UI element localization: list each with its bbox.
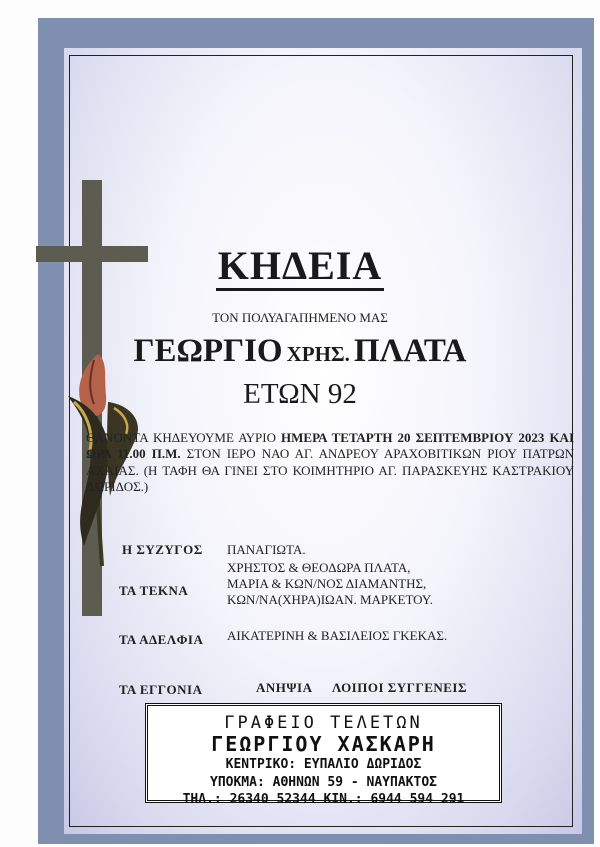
intro-text: ΤΟΝ ΠΟΛΥΑΓΑΠΗΜΕΝΟ ΜΑΣ [212,310,388,325]
footer-line-1: ΓΡΑΦΕΙΟ ΤΕΛΕΤΩΝ [224,713,423,733]
funeral-home-box [145,703,502,807]
siblings-label: ΤΑ ΑΔΕΛΦΙΑ [119,632,204,647]
footer-line-4: ΥΠΟΚΜΑ: ΑΘΗΝΩΝ 59 - ΝΑΥΠΑΚΤΟΣ [210,775,437,790]
deceased-name: ΓΕΩΡΓΙΟ ΧΡΗΣ. ΠΛΑΤΑ [133,333,467,369]
footer-line-2: ΓΕΩΡΓΙΟΥ ΧΑΣΚΑΡΗ [211,732,436,756]
children-label: ΤΑ ΤΕΚΝΑ [119,583,189,598]
footer-line-3: ΚΕΝΤΡΙΚΟ: ΕΥΠΑΛΙΟ ΔΩΡΙΔΟΣ [225,757,422,772]
spouse-value: ΠΑΝΑΓΙΩΤΑ. [227,542,306,557]
siblings-value: ΑΙΚΑΤΕΡΙΝΗ & ΒΑΣΙΛΕΙΟΣ ΓΚΕΚΑΣ. [227,628,448,643]
footer-line-5: ΤΗΛ.: 26340 52344 ΚΙΝ.: 6944 594 291 [182,792,465,807]
spouse-label: Η ΣΥΖΥΓΟΣ [122,542,203,557]
nephews-label: ΑΝΗΨΙΑ [256,680,313,695]
grandchildren-label: ΤΑ ΕΓΓΟΝΙΑ [119,682,203,697]
page-title: ΚΗΔΕΙΑ [0,242,600,289]
funeral-details: ΘΑΝΟΝΤΑ ΚΗΔΕΥΟΥΜΕ ΑΥΡΙΟ ΗΜΕΡΑ ΤΕΤΑΡΤΗ 20 ΣΕΠΤΕΜΒΡΙΟΥ 2023 ΚΑΙ ΩΡΑ 11.00 Π.Μ. ΣΤΟΝ ΙΕΡΟ ΝΑΟ ΑΓ. ΑΝΔΡΕΟΥ ΑΡΑΧΟΒΙΤΙΚΩΝ ΡΙΟΥ ΠΑΤΡΩΝ ΑΧΑΙΑΣ. (Η ΤΑΦΗ ΘΑ ΓΙΝΕΙ ΣΤΟ ΚΟΙΜΗΤΗΡΙΟ ΑΓ. ΠΑΡΑΣΚΕΥΗΣ ΚΑΣΤΡΑΚΙΟΥ ΔΩΡΙΔΟΣ.) [86,430,575,495]
children-list: ΧΡΗΣΤΟΣ & ΘΕΟΔΩΡΑ ΠΛΑΤΑ, ΜΑΡΙΑ & ΚΩΝ/ΝΟΣ ΔΙΑΜΑΝΤΗΣ, ΚΩΝ/ΝΑ(ΧΗΡΑ)ΙΩΑΝ. ΜΑΡΚΕΤΟΥ. [227,560,433,607]
relatives-label: ΛΟΙΠΟΙ ΣΥΓΓΕΝΕΙΣ [332,680,467,695]
age-text: ΕΤΩΝ 92 [243,378,357,410]
